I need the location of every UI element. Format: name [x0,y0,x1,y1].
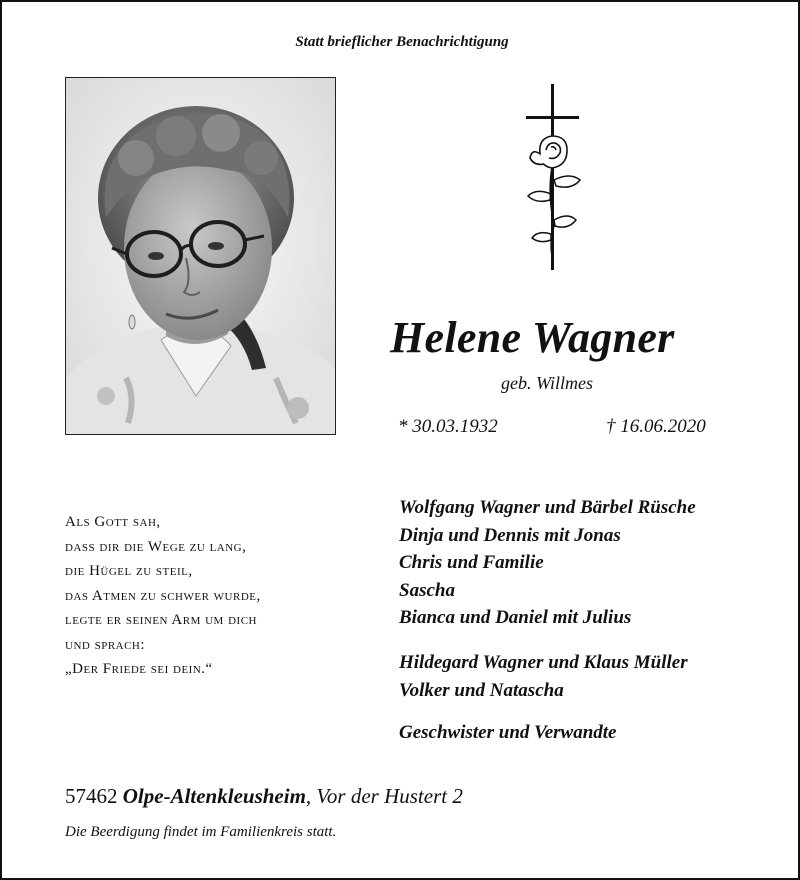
cross-with-rose-icon [518,84,588,279]
poem-line: Als Gott sah, [65,514,161,530]
address-zip: 57462 [65,784,118,808]
mourner-line: Geschwister und Verwandte [399,722,617,743]
address-city: Olpe-Altenkleusheim [122,784,306,808]
mourning-address [65,784,463,809]
death-date: † 16.06.2020 [606,416,706,437]
deceased-name: Helene Wagner [390,313,675,362]
poem [65,510,261,682]
mourners-group-second [399,649,688,704]
poem-line: legte er seinen Arm um dich [65,612,257,628]
mourner-line: Dinja und Dennis mit Jonas [399,524,621,546]
birth-date: * 30.03.1932 [398,416,498,437]
notice-header: Statt brieflicher Benachrichtigung [295,34,509,50]
mourners-group-children [399,494,696,632]
funeral-note: Die Beerdigung findet im Familienkreis statt. [65,824,337,840]
mourner-line: Volker und Natascha [399,679,564,701]
poem-line: dass dir die Wege zu lang, [65,538,247,555]
poem-line: und sprach: [65,636,146,653]
mourner-line: Bianca und Daniel mit Julius [399,607,632,628]
mourner-line: Chris und Familie [399,552,544,573]
poem-line: die Hügel zu steil, [65,563,193,579]
mourners-group-relatives [399,719,616,747]
maiden-name: geb. Willmes [501,373,593,393]
mourner-line: Wolfgang Wagner und Bärbel Rüsche [399,497,696,518]
poem-line: das Atmen zu schwer wurde, [65,587,261,604]
mourner-line: Hildegard Wagner und Klaus Müller [399,652,688,673]
portrait-photo [65,77,336,435]
address-street: , Vor der Hustert 2 [305,784,463,808]
poem-line: „Der Friede sei dein.“ [65,661,213,677]
mourner-line: Sascha [399,579,455,601]
